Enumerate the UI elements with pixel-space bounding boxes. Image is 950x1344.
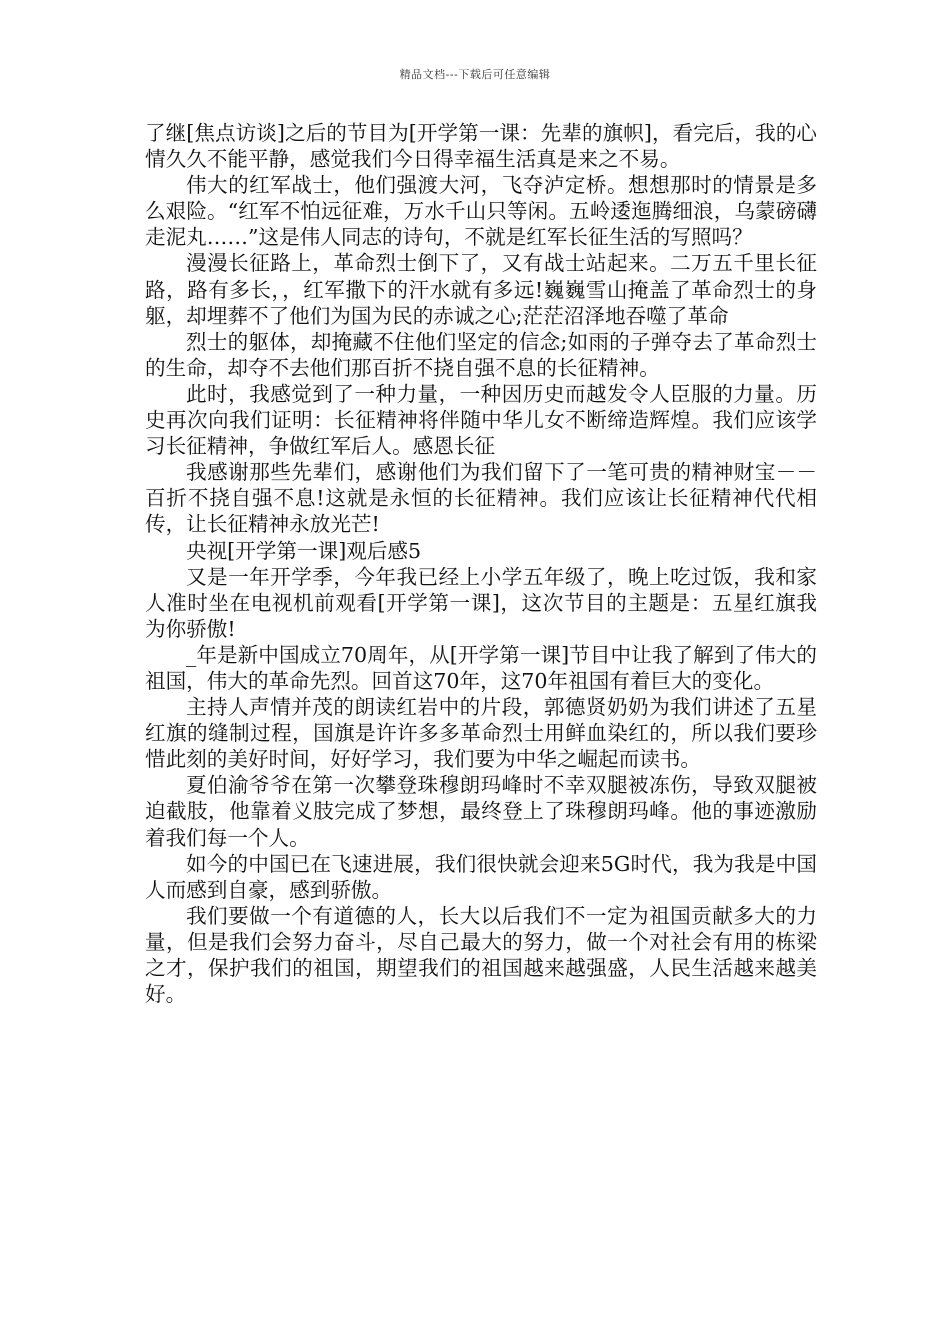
paragraph-6: 我感谢那些先辈们，感谢他们为我们留下了一笔可贵的精神财宝－－百折不挠自强不息!这就是永恒的长征精神。我们应该让长征精神代代相传，让长征精神永放光芒! xyxy=(145,460,817,537)
paragraph-1: 了继[焦点访谈]之后的节目为[开学第一课：先辈的旗帜]，看完后，我的心情久久不能平静，感觉我们今日得幸福生活真是来之不易。 xyxy=(145,121,817,172)
paragraph-4: 烈士的躯体，却掩藏不住他们坚定的信念;如雨的子弹夺去了革命烈士的生命，却夺不去他们那百折不挠自强不息的长征精神。 xyxy=(145,329,817,380)
paragraph-9: _年是新中国成立70周年，从[开学第一课]节目中让我了解到了伟大的祖国，伟大的革命先烈。回首这70年，这70年祖国有着巨大的变化。 xyxy=(145,642,817,693)
paragraph-5: 此时，我感觉到了一种力量，一种因历史而越发令人臣服的力量。历史再次向我们证明：长征精神将伴随中华儿女不断缔造辉煌。我们应该学习长征精神，争做红军后人。感恩长征 xyxy=(145,381,817,459)
paragraph-12: 如今的中国已在飞速进展，我们很快就会迎来5G时代，我为我是中国人而感到自豪，感到骄傲。 xyxy=(145,851,817,902)
page-header: 精品文档---下载后可任意编辑 xyxy=(399,68,551,81)
paragraph-10: 主持人声情并茂的朗读红岩中的片段，郭德贤奶奶为我们讲述了五星红旗的缝制过程，国旗是许许多多革命烈士用鲜血染红的，所以我们要珍惜此刻的美好时间，好好学习，我们要为中华之崛起而读书。 xyxy=(145,695,817,772)
section-heading: 央视[开学第一课]观后感5 xyxy=(186,538,422,563)
paragraph-3: 漫漫长征路上，革命烈士倒下了，又有战士站起来。二万五千里长征路，路有多长，，红军撒下的汗水就有多远!巍巍雪山掩盖了革命烈士的身躯，却埋葬不了他们为国为民的赤诚之心;茫茫沼泽地吞噬了革命 xyxy=(145,251,817,328)
paragraph-2: 伟大的红军战士，他们强渡大河，飞夺泸定桥。想想那时的情景是多么艰险。“红军不怕远征难，万水千山只等闲。五岭逶迤腾细浪，乌蒙磅礴走泥丸……”这是伟人同志的诗句，不就是红军长征生活的写照吗？ xyxy=(145,173,817,250)
paragraph-11: 夏伯渝爷爷在第一次攀登珠穆朗玛峰时不幸双腿被冻伤，导致双腿被迫截肢，他靠着义肢完成了梦想，最终登上了珠穆朗玛峰。他的事迹激励着我们每一个人。 xyxy=(145,773,817,850)
paragraph-13: 我们要做一个有道德的人，长大以后我们不一定为祖国贡献多大的力量，但是我们会努力奋斗，尽自己最大的努力，做一个对社会有用的栋梁之才，保护我们的祖国，期望我们的祖国越来越强盛，人民生活越来越美好。 xyxy=(145,903,817,1007)
document-body xyxy=(145,120,817,1007)
paragraph-8: 又是一年开学季，今年我已经上小学五年级了，晚上吃过饭，我和家人准时坐在电视机前观看[开学第一课]，这次节目的主题是：五星红旗我为你骄傲! xyxy=(145,564,817,641)
